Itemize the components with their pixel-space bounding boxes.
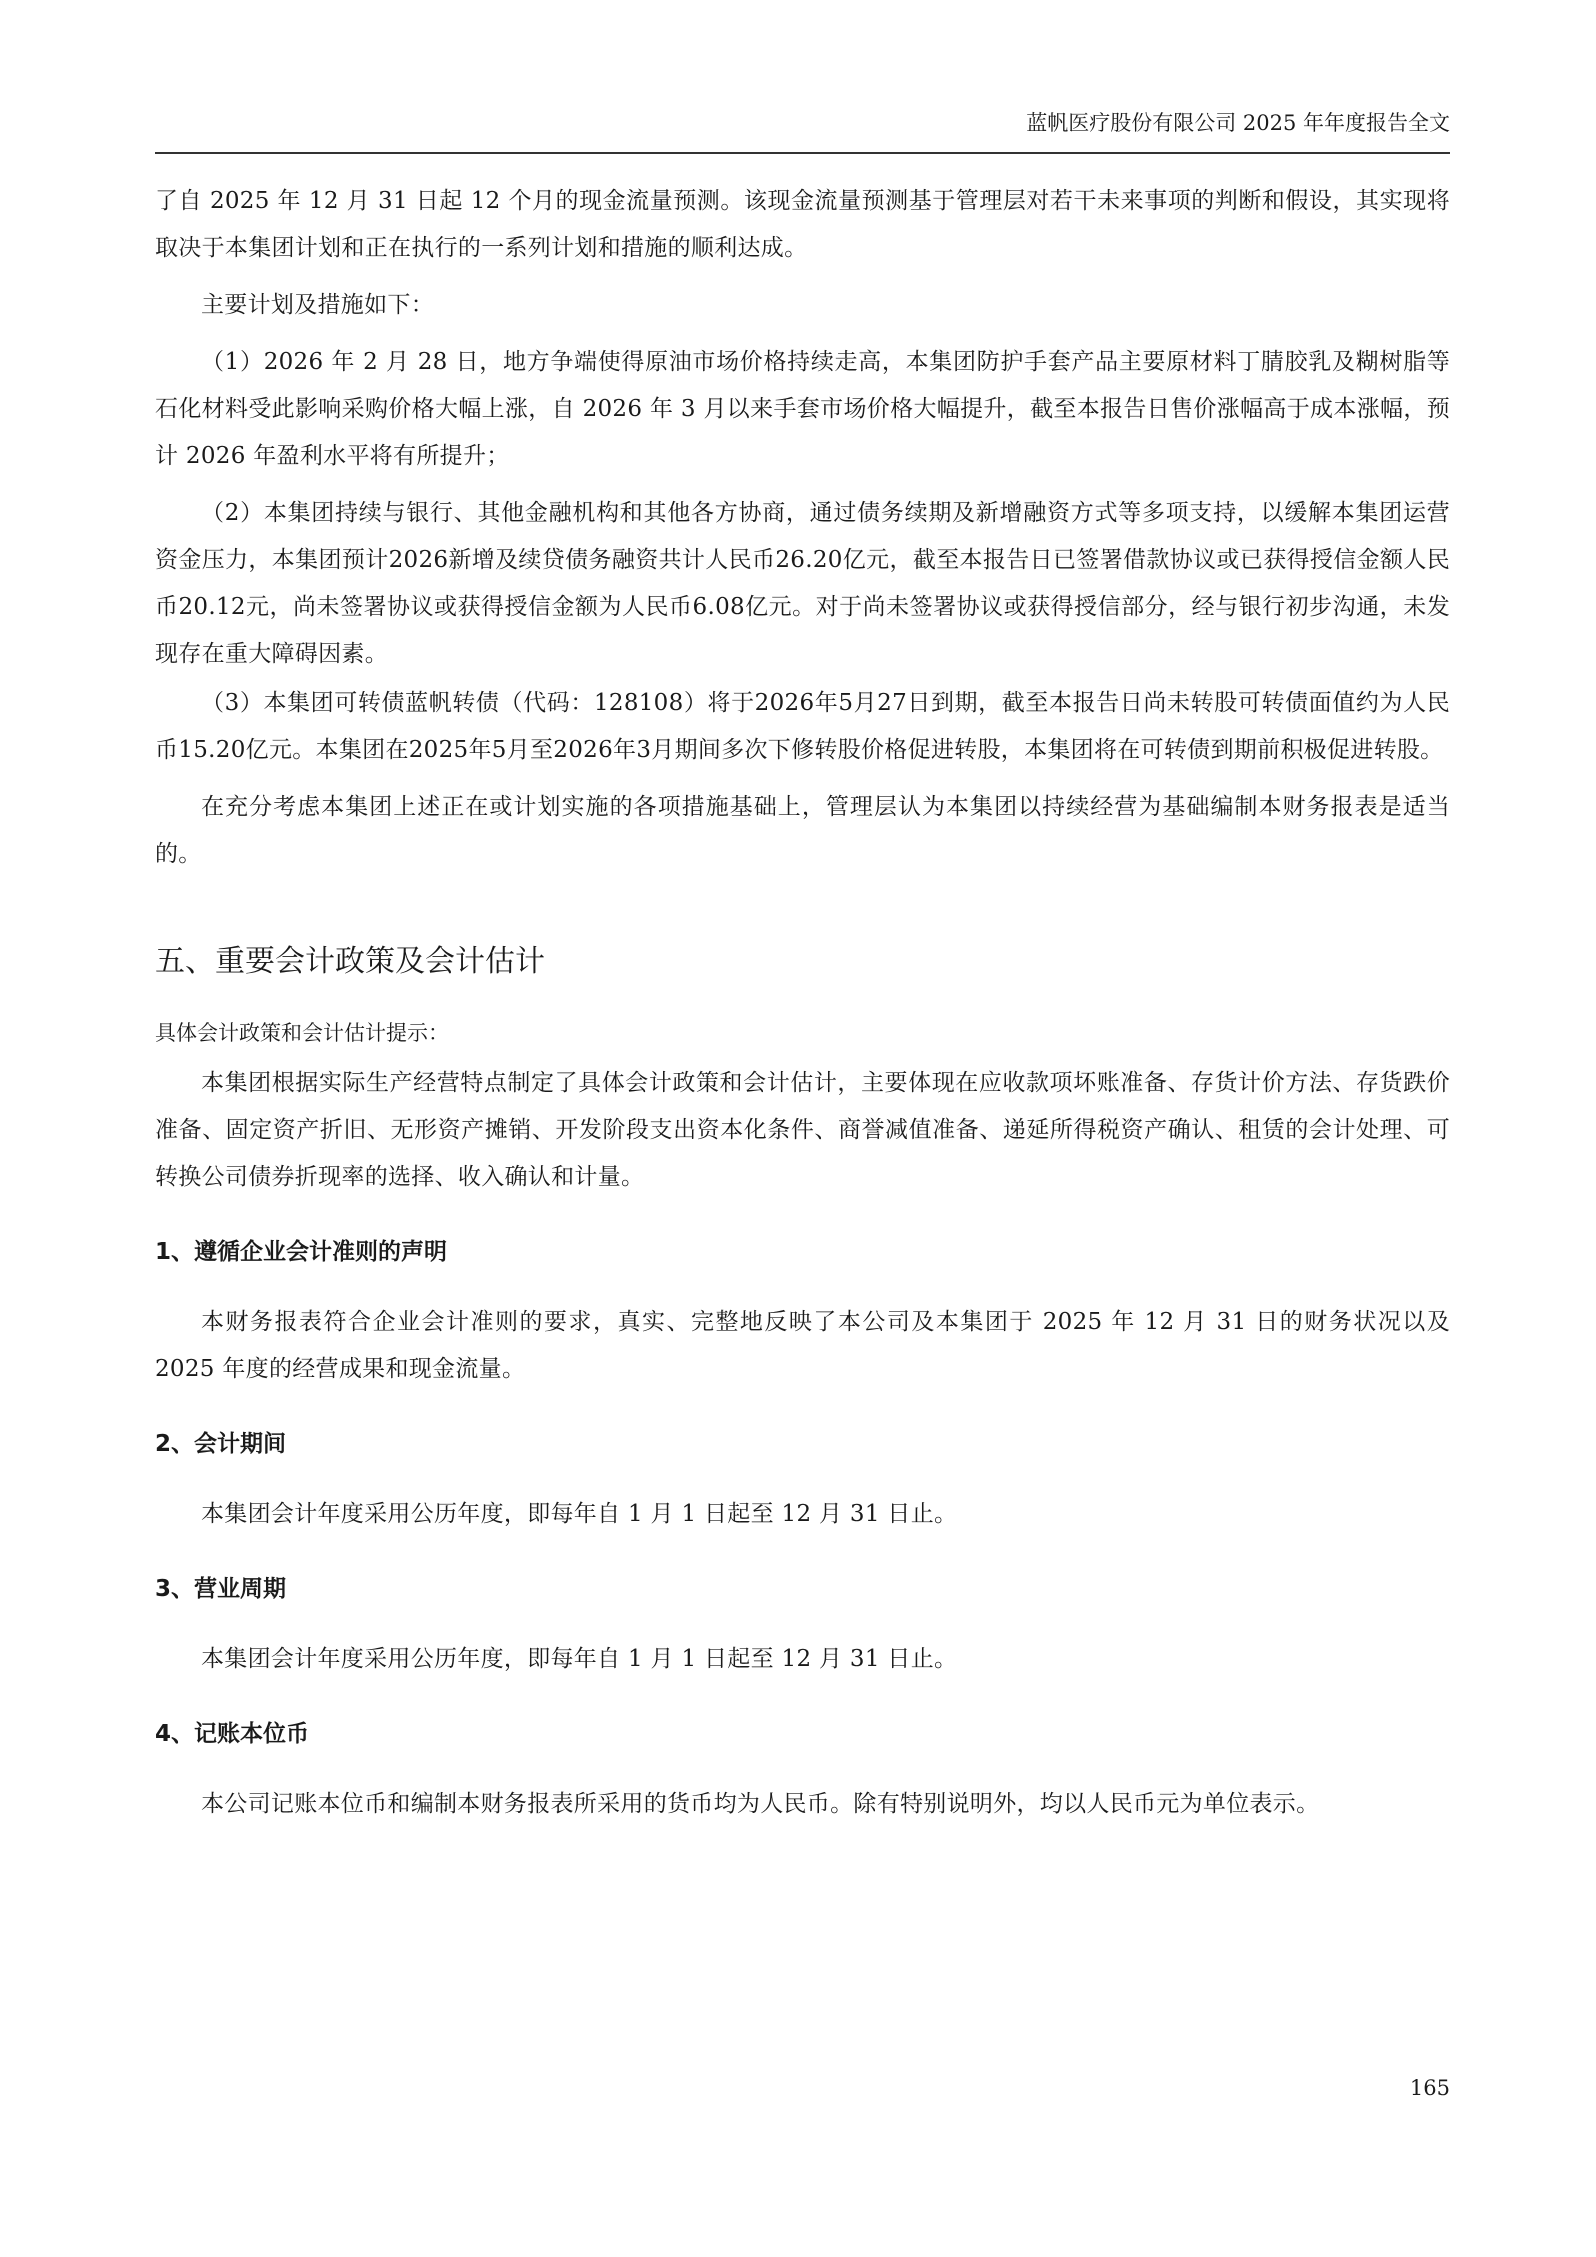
paragraph-policy-intro: 本集团根据实际生产经营特点制定了具体会计政策和会计估计，主要体现在应收款项坏账准备、存货计价方法、存货跌价准备、固定资产折旧、无形资产摊销、开发阶段支出资本化条件、商誉减值准备、递延所得税资产确认、租赁的会计处理、可转换公司债券折现率的选择、收入确认和计量。 (155, 1070, 1450, 1190)
document-body (155, 178, 1450, 1838)
subheading-operating-cycle: 3、营业周期 (155, 1576, 287, 1602)
paragraph-functional-currency: 本公司记账本位币和编制本财务报表所采用的货币均为人民币。除有特别说明外，均以人民币元为单位表示。 (201, 1791, 1320, 1817)
paragraph-plan-3: （3）本集团可转债蓝帆转债（代码：128108）将于2026年5月27日到期，截至本报告日尚未转股可转债面值约为人民币15.20亿元。本集团在2025年5月至2026年3月期间多次下修转股价格促进转股，本集团将在可转债到期前积极促进转股。 (155, 690, 1450, 763)
paragraph-accounting-period: 本集团会计年度采用公历年度，即每年自 1 月 1 日起至 12 月 31 日止。 (201, 1501, 958, 1527)
paragraph-cashflow-forecast: 了自 2025 年 12 月 31 日起 12 个月的现金流量预测。该现金流量预测基于管理层对若干未来事项的判断和假设，其实现将取决于本集团计划和正在执行的一系列计划和措施的顺利达成。 (155, 188, 1450, 261)
section-title: 五、重要会计政策及会计估计 (155, 944, 545, 979)
subheading-accounting-period: 2、会计期间 (155, 1431, 287, 1457)
paragraph-plan-1: （1）2026 年 2 月 28 日，地方争端使得原油市场价格持续走高，本集团防护手套产品主要原材料丁腈胶乳及糊树脂等石化材料受此影响采购价格大幅上涨，自 2026 年 3 月以来手套市场价格大幅提升，截至本报告日售价涨幅高于成本涨幅，预计 2026 年盈利水平将有所提升； (155, 349, 1450, 469)
paragraph-plan-2: （2）本集团持续与银行、其他金融机构和其他各方协商，通过债务续期及新增融资方式等多项支持，以缓解本集团运营资金压力，本集团预计2026新增及续贷债务融资共计人民币26.20亿元，截至本报告日已签署借款协议或已获得授信金额人民币20.12元，尚未签署协议或获得授信金额为人民币6.08亿元。对于尚未签署协议或获得授信部分，经与银行初步沟通，未发现存在重大障碍因素。 (155, 500, 1450, 667)
page-number: 165 (1409, 2076, 1450, 2100)
paragraph-going-concern: 在充分考虑本集团上述正在或计划实施的各项措施基础上，管理层认为本集团以持续经营为基础编制本财务报表是适当的。 (155, 794, 1450, 867)
paragraph-plans-intro: 主要计划及措施如下： (201, 292, 434, 318)
page-header: 蓝帆医疗股份有限公司 2025 年年度报告全文 (1026, 111, 1450, 135)
subheading-functional-currency: 4、记账本位币 (155, 1721, 310, 1747)
paragraph-operating-cycle: 本集团会计年度采用公历年度，即每年自 1 月 1 日起至 12 月 31 日止。 (201, 1646, 958, 1672)
subheading-compliance: 1、遵循企业会计准则的声明 (155, 1239, 448, 1265)
paragraph-compliance: 本财务报表符合企业会计准则的要求，真实、完整地反映了本公司及本集团于 2025 年 12 月 31 日的财务状况以及 2025 年度的经营成果和现金流量。 (155, 1309, 1450, 1382)
section-hint: 具体会计政策和会计估计提示： (155, 1021, 449, 1045)
header-divider (155, 152, 1450, 154)
